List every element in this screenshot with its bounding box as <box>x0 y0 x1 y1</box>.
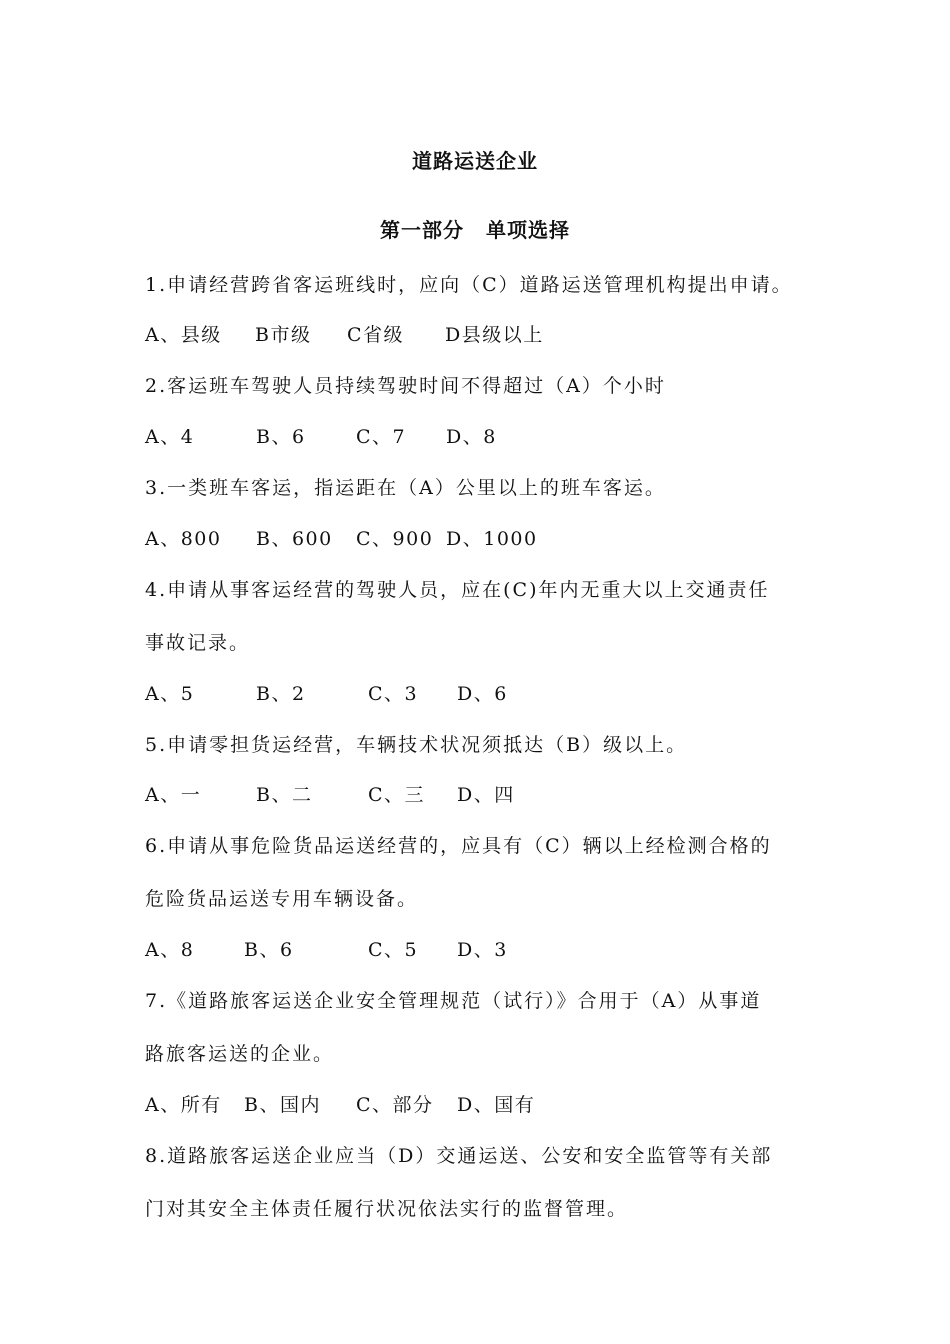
option-a: A、一 <box>145 784 202 806</box>
option-b: B、2 <box>256 683 306 705</box>
option-b: B、600 <box>256 528 333 550</box>
option-b: B、二 <box>256 784 313 806</box>
option-a: A、8 <box>145 939 195 961</box>
question-7-options <box>145 1090 535 1117</box>
question-1-options <box>145 320 544 347</box>
question-7-text: 7.《道路旅客运送企业安全管理规范（试行）》合用于（A）从事道 <box>145 990 762 1012</box>
option-c: C省级 <box>347 324 405 346</box>
option-d: D、8 <box>446 426 497 448</box>
option-a: A、4 <box>145 426 195 448</box>
option-a: A、所有 <box>145 1094 222 1116</box>
question-4-text-cont: 事故记录。 <box>145 632 251 654</box>
option-d: D、6 <box>457 683 508 705</box>
option-c: C、3 <box>368 683 419 705</box>
option-d: D县级以上 <box>445 324 544 346</box>
option-c: C、5 <box>368 939 419 961</box>
question-6-text-cont: 危险货品运送专用车辆设备。 <box>145 888 419 910</box>
question-2-options <box>145 422 497 449</box>
option-d: D、国有 <box>457 1094 536 1116</box>
option-b: B、6 <box>244 939 294 961</box>
question-4-text: 4.申请从事客运经营的驾驶人员，应在(C)年内无重大以上交通责任 <box>145 579 770 601</box>
option-c: C、900 <box>356 528 434 550</box>
question-3-options <box>145 524 538 551</box>
question-4-options <box>145 679 508 706</box>
option-b: B、国内 <box>244 1094 321 1116</box>
section-name: 单项选择 <box>486 218 570 242</box>
question-5-options <box>145 780 515 807</box>
option-c: C、7 <box>356 426 407 448</box>
option-c: C、部分 <box>356 1094 434 1116</box>
question-3-text: 3.一类班车客运，指运距在（A）公里以上的班车客运。 <box>145 477 666 499</box>
question-5-text: 5.申请零担货运经营，车辆技术状况须抵达（B）级以上。 <box>145 734 688 756</box>
question-8-text-cont: 门对其安全主体责任履行状况依法实行的监督管理。 <box>145 1198 629 1220</box>
question-6-text: 6.申请从事危险货品运送经营的，应具有（C）辆以上经检测合格的 <box>145 835 772 857</box>
section-part: 第一部分 <box>380 218 464 242</box>
question-1-text: 1.申请经营跨省客运班线时，应向（C）道路运送管理机构提出申请。 <box>145 274 793 296</box>
document-title: 道路运送企业 <box>412 149 538 173</box>
section-heading <box>0 214 950 243</box>
question-8-text: 8.道路旅客运送企业应当（D）交通运送、公安和安全监管等有关部 <box>145 1145 773 1167</box>
option-b: B市级 <box>255 324 312 346</box>
option-a: A、800 <box>145 528 222 550</box>
option-b: B、6 <box>256 426 306 448</box>
option-d: D、1000 <box>446 528 538 550</box>
option-d: D、四 <box>457 784 515 806</box>
question-7-text-cont: 路旅客运送的企业。 <box>145 1043 335 1065</box>
question-2-text: 2.客运班车驾驶人员持续驾驶时间不得超过（A）个小时 <box>145 375 666 397</box>
option-d: D、3 <box>457 939 508 961</box>
question-6-options <box>145 935 508 962</box>
option-a: A、县级 <box>145 324 222 346</box>
option-a: A、5 <box>145 683 195 705</box>
option-c: C、三 <box>368 784 426 806</box>
